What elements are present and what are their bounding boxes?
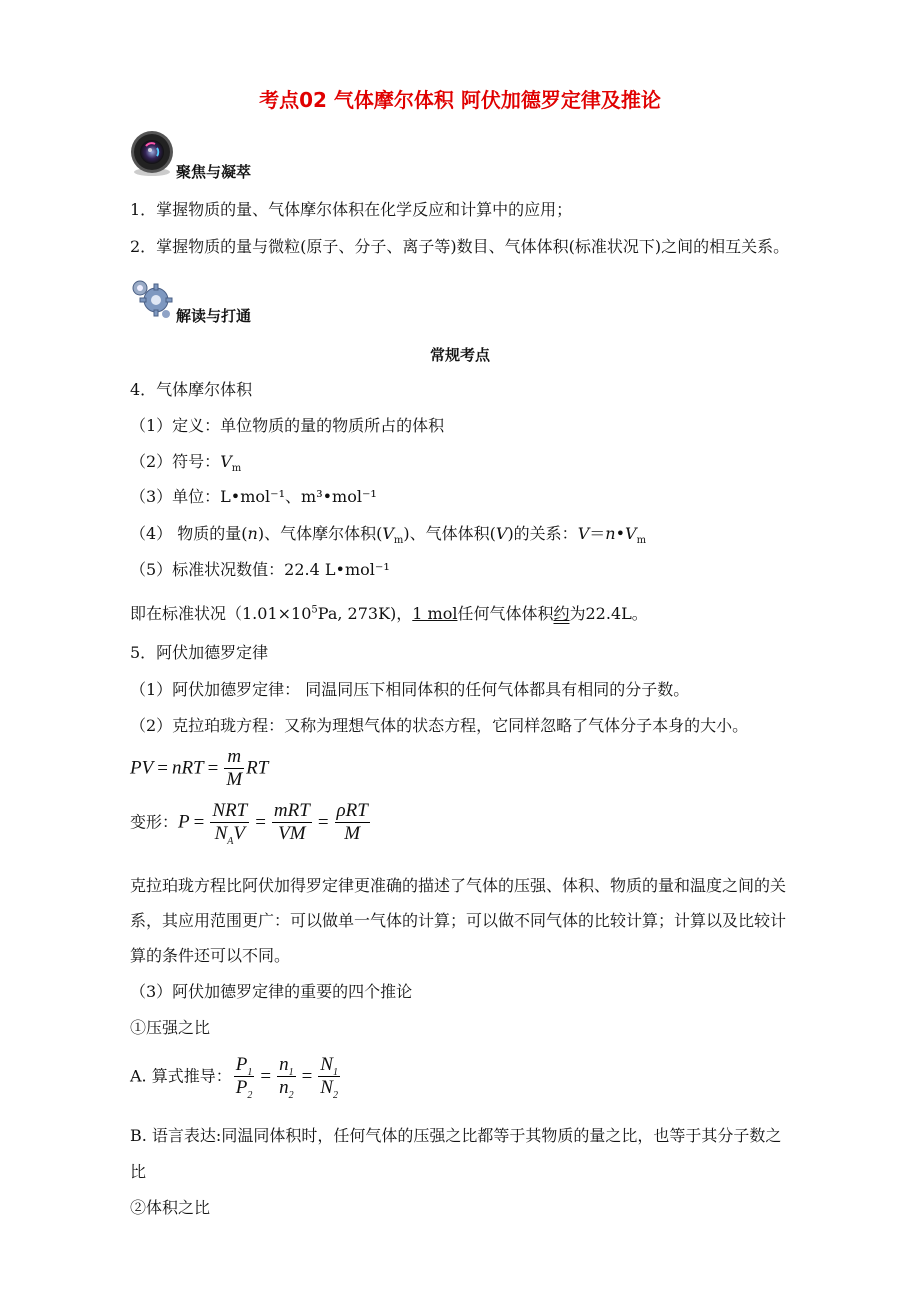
point-4-unit: （3）单位：L•mol⁻¹、m³•mol⁻¹ bbox=[130, 487, 377, 506]
corollary-2-title: ②体积之比 bbox=[130, 1198, 211, 1217]
corollary-1-derivation: A. 算式推导： $\frac{P_1}{P_2}$ = $\frac{n_1}{n_2}$ = $\frac{N_1}{N_2}$ bbox=[130, 1054, 338, 1101]
point-5-title: 5．阿伏加德罗定律 bbox=[130, 643, 269, 662]
gears-icon bbox=[130, 276, 174, 320]
clapeyron-para-line-1: 克拉珀珑方程比阿伏加得罗定律更准确的描述了气体的压强、体积、物质的量和温度之间的关 bbox=[130, 876, 787, 895]
point-4-relation: （4） 物质的量(n)、气体摩尔体积$(V_m)$、气体体积(V)的关系：$V=n•V_m$ bbox=[130, 524, 647, 547]
objective-item-2: 2．掌握物质的量与微粒(原子、分子、离子等)数目、气体体积(标准状况下)之间的相互关系。 bbox=[130, 237, 790, 256]
point-4-title: 4．气体摩尔体积 bbox=[130, 380, 253, 399]
clapeyron-para-line-2: 系，其应用范围更广：可以做单一气体的计算；可以做不同气体的比较计算；计算以及比较计 bbox=[130, 911, 787, 930]
clapeyron-intro: （2）克拉珀珑方程：又称为理想气体的状态方程，它同样忽略了气体分子本身的大小。 bbox=[130, 716, 749, 735]
clapeyron-para-line-3: 算的条件还可以不同。 bbox=[130, 946, 291, 965]
section-heading-interpret: 解读与打通 bbox=[176, 307, 252, 325]
point-4-std-sentence: 即在标准状况（$1.01\times 10^5Pa$, 273K)，1 mol任何气体体积约为22.4L。 bbox=[130, 604, 648, 623]
objective-item-1: 1．掌握物质的量、气体摩尔体积在化学反应和计算中的应用； bbox=[130, 200, 573, 219]
point-4-symbol: （2）符号：$V_m$ bbox=[130, 452, 242, 475]
corollaries-heading: （3）阿伏加德罗定律的重要的四个推论 bbox=[130, 982, 413, 1001]
corollary-1-statement-line-1: B. 语言表达:同温同体积时，任何气体的压强之比都等于其物质的量之比，也等于其分子数之 bbox=[130, 1126, 782, 1145]
avogadro-law: （1）阿伏加德罗定律： 同温同压下相同体积的任何气体都具有相同的分子数。 bbox=[130, 680, 690, 699]
formula-ideal-gas: PV = nRT = $\frac{m}{M}$ RT bbox=[130, 746, 269, 790]
page-title: 考点02 气体摩尔体积 阿伏加德罗定律及推论 bbox=[259, 88, 661, 112]
symbol-label: （2）符号： bbox=[130, 452, 221, 471]
formula-transform: 变形：P = $\frac{\text{NRT}}{N_AV}$ = $\frac{\text{mRT}}{VM}$ = $\frac{\text{ρRT}}{M}$ bbox=[130, 800, 368, 847]
corollary-1-title: ①压强之比 bbox=[130, 1018, 211, 1037]
point-4-definition: （1）定义：单位物质的量的物质所占的体积 bbox=[130, 416, 445, 435]
point-4-std-value: （5）标准状况数值：22.4 L•mol⁻¹ bbox=[130, 560, 390, 579]
corollary-1-statement-line-2: 比 bbox=[130, 1162, 147, 1181]
section-heading-focus: 聚焦与凝萃 bbox=[176, 163, 252, 181]
subheading-regular-points: 常规考点 bbox=[429, 346, 490, 364]
camera-lens-icon bbox=[128, 128, 176, 178]
